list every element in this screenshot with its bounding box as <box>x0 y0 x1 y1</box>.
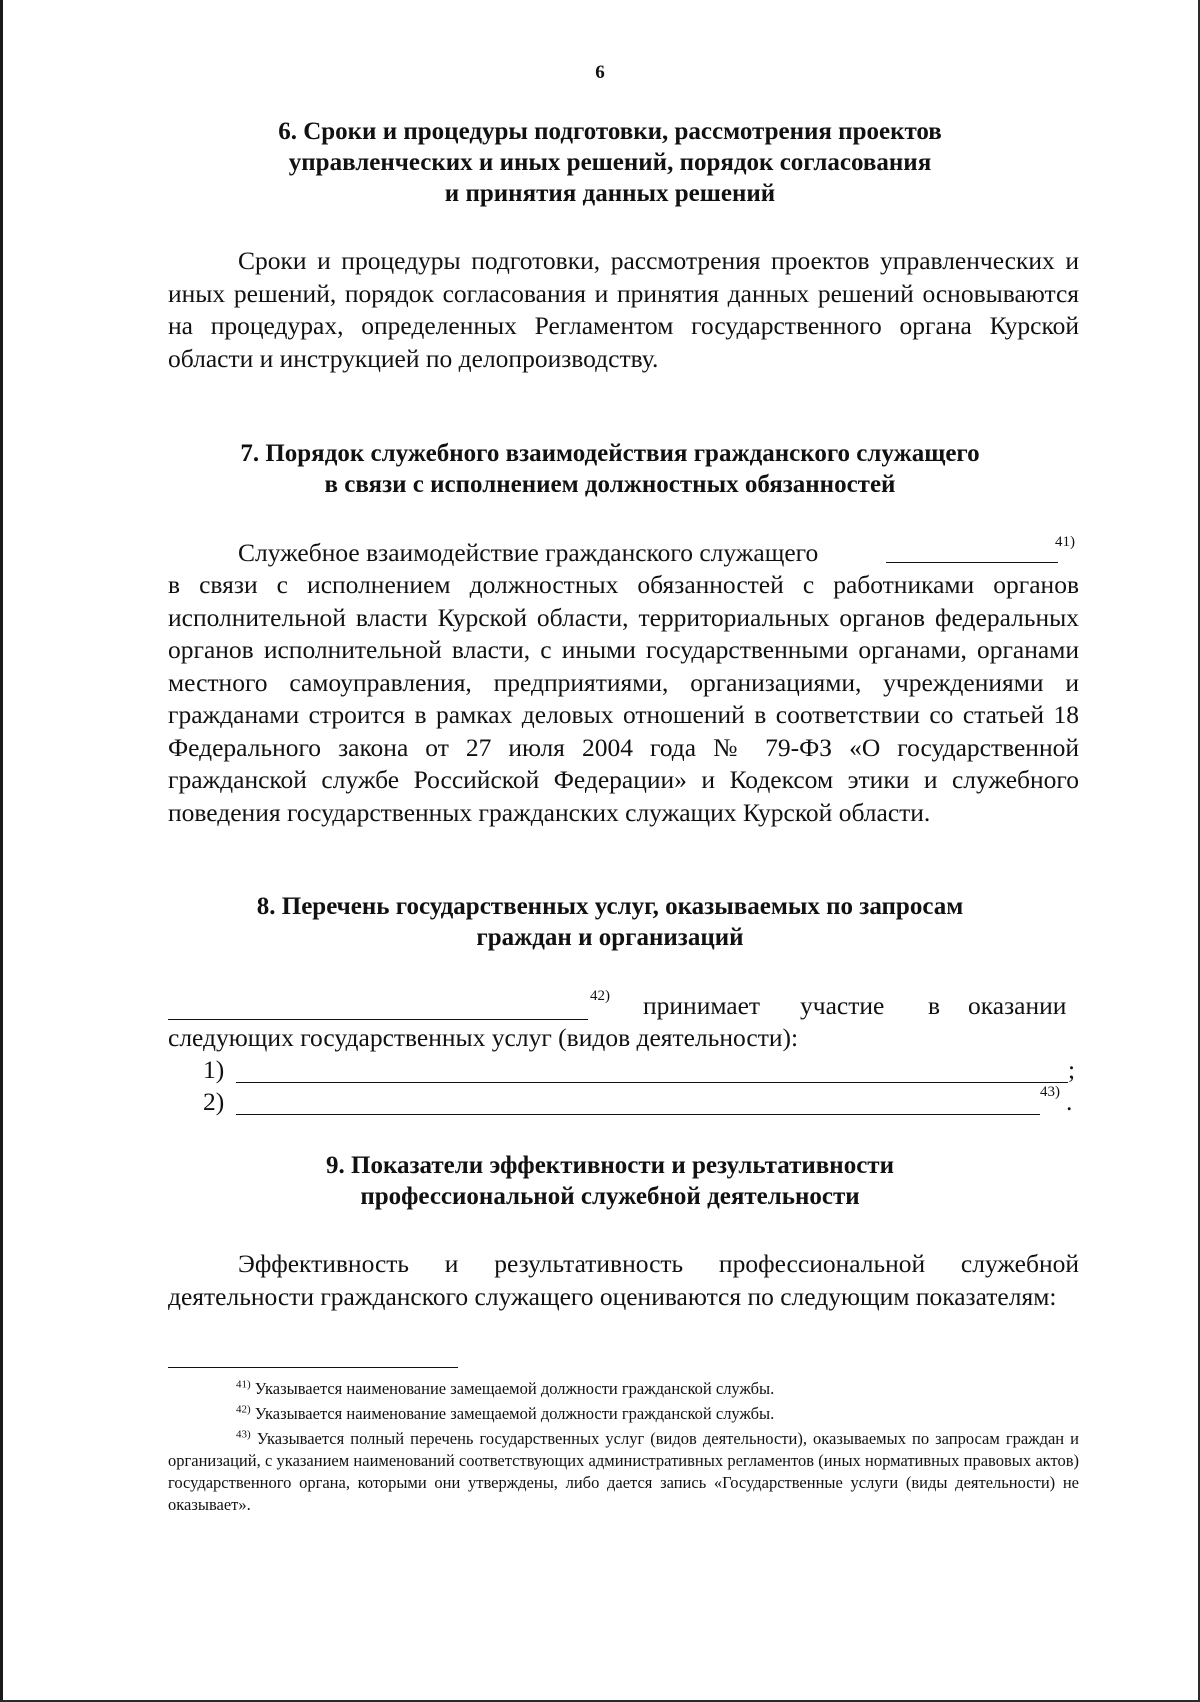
position-blank-line <box>886 562 1058 563</box>
section-6-heading <box>150 116 1070 209</box>
footnote-41 <box>168 1378 1079 1400</box>
footnote-number: 43) <box>236 1428 251 1441</box>
section-6-heading-line: и принятия данных решений <box>444 180 776 207</box>
footnote-number: 41) <box>236 1378 251 1391</box>
footnote-42 <box>168 1403 1079 1425</box>
section-9-paragraph: Эффективность и результативность профессиональной служебной деятельности гражданского служащего оцениваются по следующим показателям: <box>168 1249 1079 1311</box>
footnote-43 <box>168 1428 1079 1516</box>
section-9-heading <box>150 1150 1070 1212</box>
organization-blank-line <box>168 1019 588 1020</box>
section-7-heading-line: 7. Порядок служебного взаимодействия гражданского служащего <box>240 440 980 467</box>
list-item-number: 2) <box>203 1087 225 1116</box>
footnote-ref-41: 41) <box>1055 534 1075 550</box>
section-8-line-2: следующих государственных услуг (видов деятельности): <box>168 1023 799 1052</box>
section-7-heading <box>150 438 1070 500</box>
footnote-ref-43: 43) <box>1040 1084 1060 1100</box>
service-blank-line-2 <box>236 1114 1040 1115</box>
page-number: 6 <box>595 62 605 83</box>
section-8-heading-line: граждан и организаций <box>476 924 744 951</box>
footnote-separator <box>168 1367 458 1368</box>
section-8-word: оказании <box>968 991 1067 1020</box>
section-8-word: в <box>928 991 941 1020</box>
section-8-word: участие <box>800 991 885 1020</box>
section-6-heading-line: управленческих и иных решений, порядок согласования <box>288 149 932 176</box>
section-8-heading-line: 8. Перечень государственных услуг, оказываемых по запросам <box>256 893 964 920</box>
footnote-text: Указывается наименование замещаемой должности гражданской службы. <box>254 1379 775 1398</box>
service-blank-line-1 <box>236 1082 1068 1083</box>
section-9-heading-line: 9. Показатели эффективности и результативности <box>326 1152 894 1179</box>
footnote-number: 42) <box>236 1403 251 1416</box>
section-7-paragraph-lead: Служебное взаимодействие гражданского служащего <box>238 538 819 567</box>
section-6-paragraph: Сроки и процедуры подготовки, рассмотрения проектов управленческих и иных решений, порядок согласования и принятия данных решений основываются на процедурах, определенных Регламентом государственного органа Курской области и инструкцией по делопроизводству. <box>168 246 1079 373</box>
list-item-end: ; <box>1068 1055 1076 1084</box>
scan-edge-left <box>0 0 3 1702</box>
footnote-text: Указывается полный перечень государственных услуг (видов деятельности), оказываемых по запросам граждан и организаций, с указанием наименований соответствующих административных регламентов (иных нормативных правовых актов) государственного органа, которыми они утверждены, либо дается запись «Государственные услуги (виды деятельности) не оказывает». <box>168 1429 1079 1514</box>
section-8-heading <box>150 891 1070 953</box>
list-item-end: . <box>1066 1087 1073 1116</box>
footnote-ref-42: 42) <box>590 988 610 1004</box>
list-item-number: 1) <box>203 1055 225 1084</box>
section-6-heading-line: 6. Сроки и процедуры подготовки, рассмотрения проектов <box>278 118 942 145</box>
section-8-word: принимает <box>643 991 761 1020</box>
section-7-heading-line: в связи с исполнением должностных обязанностей <box>324 471 896 498</box>
footnote-text: Указывается наименование замещаемой должности гражданской службы. <box>254 1404 775 1423</box>
section-7-paragraph: в связи с исполнением должностных обязанностей с работниками органов исполнительной власти Курской области, территориальных органов федеральных органов исполнительной власти, с иными государственными органами, органами местного самоуправления, предприятиями, организациями, учреждениями и гражданами строится в рамках деловых отношений в соответствии со статьей 18 Федерального закона от 27 июля 2004 года № 79-ФЗ «О государственной гражданской службе Российской Федерации» и Кодексом этики и служебного поведения государственных гражданских служащих Курской области. <box>168 570 1079 827</box>
section-9-heading-line: профессиональной служебной деятельности <box>360 1183 860 1210</box>
